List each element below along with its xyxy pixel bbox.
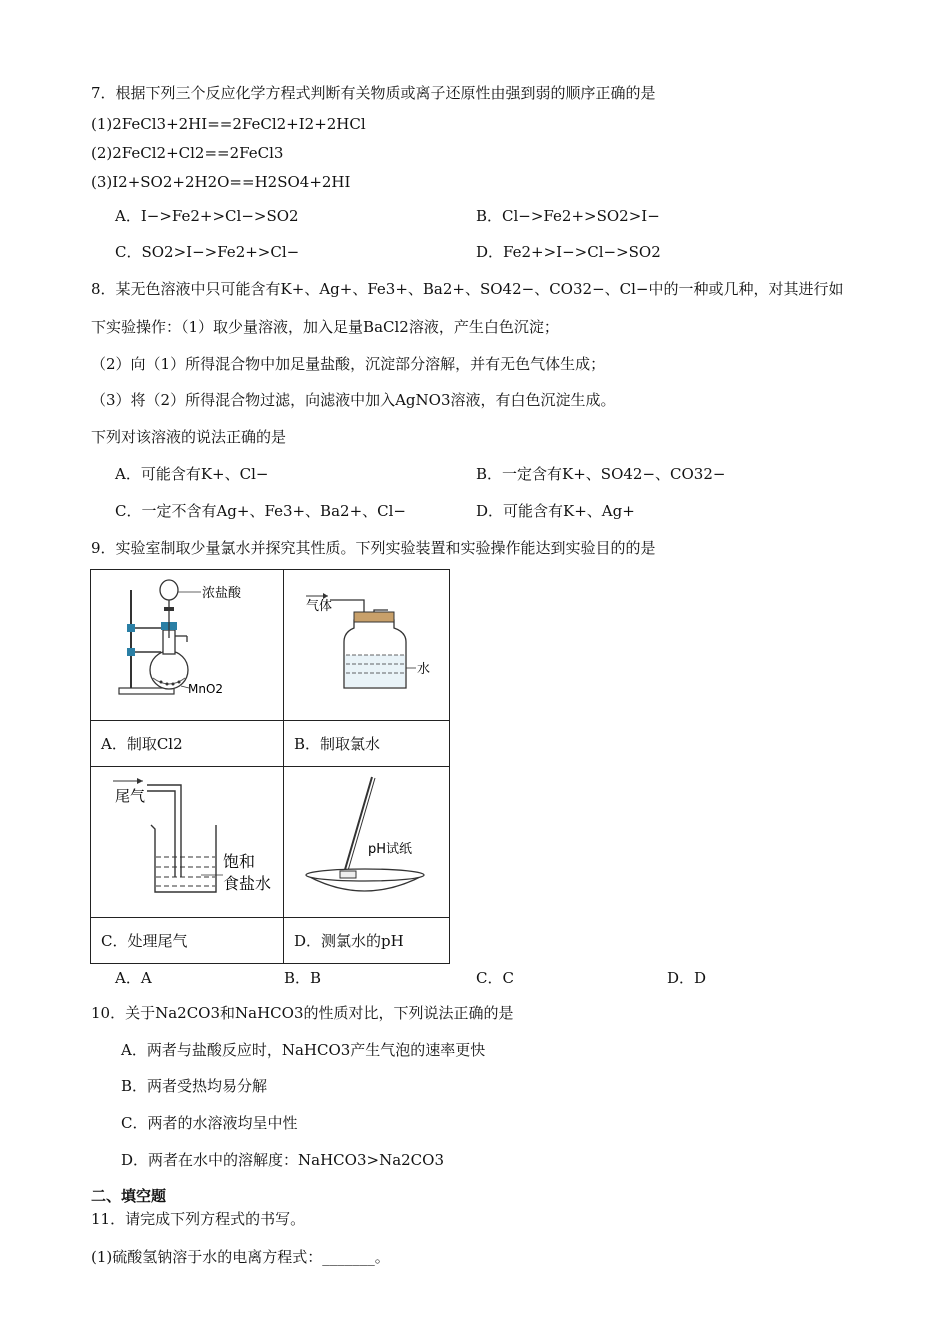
brine-label: 食盐水 — [223, 874, 272, 893]
q9-figure-a — [91, 570, 284, 721]
section-title: 二、填空题 — [91, 1187, 167, 1205]
q10-option-d[interactable]: D．两者在水中的溶解度：NaHCO3>Na2CO3 — [121, 1151, 444, 1169]
hcl-label: 浓盐酸 — [202, 586, 242, 601]
gas-washing-bottle-figure — [284, 570, 449, 720]
q8-ask: 下列对该溶液的说法正确的是 — [91, 428, 287, 446]
mno2-label: MnO2 — [188, 682, 224, 696]
q11-stem: 11．请完成下列方程式的书写。 — [91, 1210, 306, 1228]
q8-option-d[interactable]: D．可能含有K+、Ag+ — [476, 502, 635, 520]
q9-stem: 9．实验室制取少量氯水并探究其性质。下列实验装置和实验操作能达到实验目的的是 — [91, 539, 656, 557]
tail-gas-label: 尾气 — [115, 787, 146, 805]
q9-apparatus-table — [90, 569, 450, 964]
q11-sub1[interactable]: (1)硫酸氢钠溶于水的电离方程式：_______。 — [91, 1248, 390, 1266]
q9-figure-b — [284, 570, 450, 721]
q10-stem: 10．关于Na2CO3和NaHCO3的性质对比，下列说法正确的是 — [91, 1004, 514, 1022]
ph-paper-label: pH试纸 — [368, 842, 413, 857]
tail-gas-beaker-figure — [91, 767, 283, 917]
q9-figure-d — [284, 767, 450, 918]
ph-test-figure — [284, 767, 449, 917]
q7-eq1: (1)2FeCl3+2HI==2FeCl2+I2+2HCl — [91, 115, 366, 133]
saturated-label: 饱和 — [223, 852, 256, 871]
q8-step2: （2）向（1）所得混合物中加足量盐酸，沉淀部分溶解，并有无色气体生成； — [91, 355, 606, 373]
q7-option-a[interactable]: A．I−>Fe2+>Cl−>SO2 — [115, 207, 299, 225]
q9-option-d[interactable]: D．D — [667, 969, 707, 987]
q9-caption-a: A．制取Cl2 — [91, 721, 284, 767]
q9-figure-c — [91, 767, 284, 918]
q7-stem: 7．根据下列三个反应化学方程式判断有关物质或离子还原性由强到弱的顺序正确的是 — [91, 84, 656, 102]
q8-stem: 8．某无色溶液中只可能含有K+、Ag+、Fe3+、Ba2+、SO42−、CO32−、Cl−中的一种或几种，对其进行如 — [91, 280, 844, 298]
q8-step3: （3）将（2）所得混合物过滤，向滤液中加入AgNO3溶液，有白色沉淀生成。 — [91, 391, 616, 409]
q10-option-a[interactable]: A．两者与盐酸反应时，NaHCO3产生气泡的速率更快 — [121, 1041, 486, 1059]
q7-option-c[interactable]: C．SO2>I−>Fe2+>Cl− — [115, 243, 300, 261]
q7-option-d[interactable]: D．Fe2+>I−>Cl−>SO2 — [476, 243, 661, 261]
q8-option-b[interactable]: B．一定含有K+、SO42−、CO32− — [476, 465, 726, 483]
q8-stem-cont: 下实验操作：（1）取少量溶液，加入足量BaCl2溶液，产生白色沉淀； — [91, 318, 559, 336]
q7-eq2: (2)2FeCl2+Cl2==2FeCl3 — [91, 144, 284, 162]
q9-option-a[interactable]: A．A — [115, 969, 152, 987]
q9-caption-d: D．测氯水的pH — [284, 918, 450, 964]
q9-caption-c: C．处理尾气 — [91, 918, 284, 964]
q7-eq3: (3)I2+SO2+2H2O==H2SO4+2HI — [91, 173, 351, 191]
q9-option-c[interactable]: C．C — [476, 969, 514, 987]
q9-option-b[interactable]: B．B — [284, 969, 322, 987]
q7-option-b[interactable]: B．Cl−>Fe2+>SO2>I− — [476, 207, 660, 225]
q8-option-c[interactable]: C．一定不含有Ag+、Fe3+、Ba2+、Cl− — [115, 502, 406, 520]
q10-option-b[interactable]: B．两者受热均易分解 — [121, 1077, 268, 1095]
water-label: 水 — [417, 662, 431, 677]
gas-label: 气体 — [306, 599, 333, 614]
q10-option-c[interactable]: C．两者的水溶液均呈中性 — [121, 1114, 298, 1132]
chlorine-generator-figure — [91, 570, 283, 720]
q8-option-a[interactable]: A．可能含有K+、Cl− — [115, 465, 269, 483]
q9-caption-b: B．制取氯水 — [284, 721, 450, 767]
